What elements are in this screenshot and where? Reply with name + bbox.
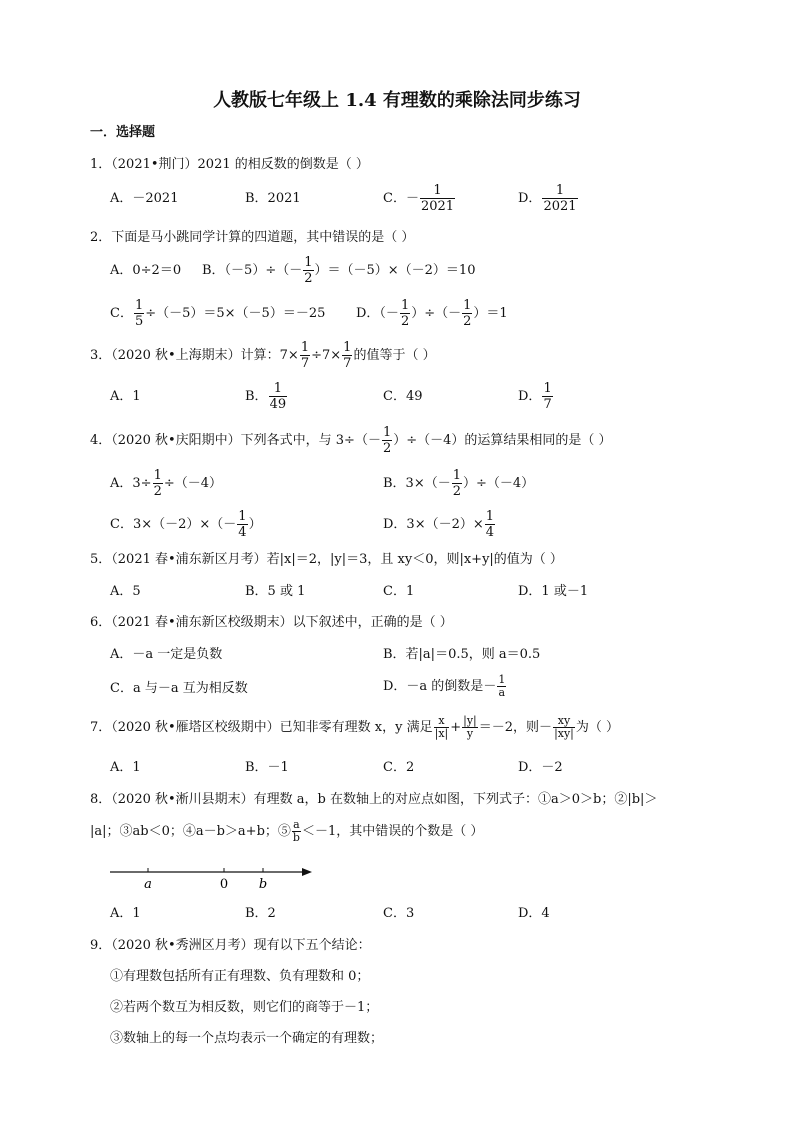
fraction: $\frac{1}{a}$: [498, 673, 506, 699]
fraction: $\frac{1}{2}$: [382, 425, 392, 456]
q7-option-b: B．－1: [245, 760, 289, 775]
axis-label-b: b: [258, 877, 268, 892]
q3-option-a: A．1: [110, 389, 141, 404]
number-line-figure: [105, 860, 325, 894]
q1-option-a: A．－2021: [110, 191, 179, 206]
q4-option-b: B．3×（－ $\frac{1}{2}$ ）÷（－4）: [383, 468, 535, 499]
fraction: $\frac{a}{b}$: [292, 818, 300, 844]
q1-option-c: C．－ $\frac{1}{2021}$: [383, 183, 455, 214]
fraction: $\frac{1}{2021}$: [420, 183, 455, 214]
fraction: $\frac{1}{2}$: [153, 468, 162, 499]
q6-option-a: A．－a 一定是负数: [110, 647, 223, 662]
q8-option-c: C．3: [383, 906, 415, 921]
fraction: $\frac{x}{|x|}$: [434, 714, 449, 740]
q4-option-a: A．3÷ $\frac{1}{2}$ ÷（－4）: [110, 468, 223, 499]
q8-stem-line2: |a|；③ab＜0；④a－b＞a+b；⑤ $\frac{a}{b}$ ＜－1，其中错误的个数是（ ）: [90, 818, 484, 844]
q9-statement-3: ③数轴上的每一个点均表示一个确定的有理数；: [110, 1031, 384, 1046]
q6-option-d: D．－a 的倒数是－ $\frac{1}{a}$: [383, 673, 506, 699]
q3-option-c: C．49: [383, 389, 423, 404]
fraction: $\frac{1}{4}$: [485, 509, 495, 540]
fraction: $\frac{xy}{|xy|}$: [554, 714, 574, 740]
fraction: $\frac{1}{2021}$: [543, 183, 577, 214]
q7-option-d: D．－2: [518, 760, 563, 775]
fraction: $\frac{1}{5}$: [134, 298, 144, 329]
q1-stem: 1．（2021•荆门）2021 的相反数的倒数是（ ）: [90, 157, 369, 172]
q6-option-c: C．a 与－a 互为相反数: [110, 681, 248, 696]
q2-option-a: A．0÷2＝0: [110, 263, 182, 278]
fraction: $\frac{|y|}{y}$: [463, 714, 477, 740]
q8-stem-line1: 8．（2020 秋•淅川县期末）有理数 a，b 在数轴上的对应点如图，下列式子：①a＞0＞b；②|b|＞: [90, 792, 658, 807]
q3-option-d: D． $\frac{1}{7}$: [518, 381, 552, 412]
fraction: $\frac{1}{2}$: [400, 298, 410, 329]
q1-option-d: D． $\frac{1}{2021}$: [518, 183, 577, 214]
page-title: 人教版七年级上 1.4 有理数的乘除法同步练习: [213, 90, 581, 111]
q1-option-b: B．2021: [245, 191, 301, 206]
fraction: $\frac{1}{4}$: [238, 509, 247, 540]
q8-option-a: A．1: [110, 906, 141, 921]
q6-stem: 6．（2021 春•浦东新区校级期末）以下叙述中，正确的是（ ）: [90, 615, 453, 630]
q6-option-b: B．若|a|＝0.5，则 a＝0.5: [383, 647, 541, 662]
q7-option-a: A．1: [110, 760, 141, 775]
q8-option-b: B．2: [245, 906, 276, 921]
fraction: $\frac{1}{2}$: [304, 255, 313, 286]
q3-stem: 3．（2020 秋•上海期末）计算：7× $\frac{1}{7}$ ÷7× $\frac{1}{7}$ 的值等于（ ）: [90, 340, 436, 371]
q5-option-b: B．5 或 1: [245, 584, 306, 599]
q2-stem: 2．下面是马小跳同学计算的四道题，其中错误的是（ ）: [90, 230, 415, 245]
q2-option-b: B．（－5）÷（－ $\frac{1}{2}$ ）＝（－5）×（－2）＝10: [202, 255, 476, 286]
q3-option-b: B． $\frac{1}{49}$: [245, 381, 287, 412]
q5-option-a: A．5: [110, 584, 141, 599]
fraction: $\frac{1}{2}$: [452, 468, 461, 499]
q9-stem: 9．（2020 秋•秀洲区月考）现有以下五个结论：: [90, 938, 371, 953]
q4-option-d: D．3×（－2）× $\frac{1}{4}$: [383, 509, 495, 540]
fraction: $\frac{1}{2}$: [463, 298, 472, 329]
fraction: $\frac{1}{7}$: [343, 340, 352, 371]
fraction: $\frac{1}{7}$: [300, 340, 310, 371]
q4-stem: 4．（2020 秋•庆阳期中）下列各式中，与 3÷（－ $\frac{1}{2}$ ）÷（－4）的运算结果相同的是（ ）: [90, 425, 612, 456]
q2-option-c: C． $\frac{1}{5}$ ÷（－5）＝5×（－5）＝－25: [110, 298, 326, 329]
q8-option-d: D．4: [518, 906, 550, 921]
q5-option-d: D．1 或－1: [518, 584, 589, 599]
axis-label-0: 0: [219, 877, 229, 892]
q7-option-c: C．2: [383, 760, 415, 775]
q2-option-d: D．（－ $\frac{1}{2}$ ）÷（－ $\frac{1}{2}$ ）＝1: [356, 298, 508, 329]
axis-label-a: a: [144, 877, 152, 892]
q7-stem: 7．（2020 秋•雁塔区校级期中）已知非零有理数 x，y 满足 $\frac{x}{|x|}$ + $\frac{|y|}{y}$ ＝－2，则－ $\frac{xy}{|xy|}$ 为（ ）: [90, 714, 620, 740]
q9-statement-1: ①有理数包括所有正有理数、负有理数和 0；: [110, 969, 370, 984]
q4-option-c: C．3×（－2）×（－ $\frac{1}{4}$ ）: [110, 509, 262, 540]
fraction: $\frac{1}{7}$: [543, 381, 552, 412]
fraction: $\frac{1}{49}$: [269, 381, 287, 412]
q9-statement-2: ②若两个数互为相反数，则它们的商等于－1；: [110, 1000, 379, 1015]
q5-stem: 5．（2021 春•浦东新区月考）若|x|＝2，|y|＝3，且 xy＜0，则|x+y|的值为（ ）: [90, 552, 563, 567]
q5-option-c: C．1: [383, 584, 415, 599]
section-heading: 一．选择题: [90, 125, 156, 140]
arrow-right-icon: [302, 868, 312, 876]
